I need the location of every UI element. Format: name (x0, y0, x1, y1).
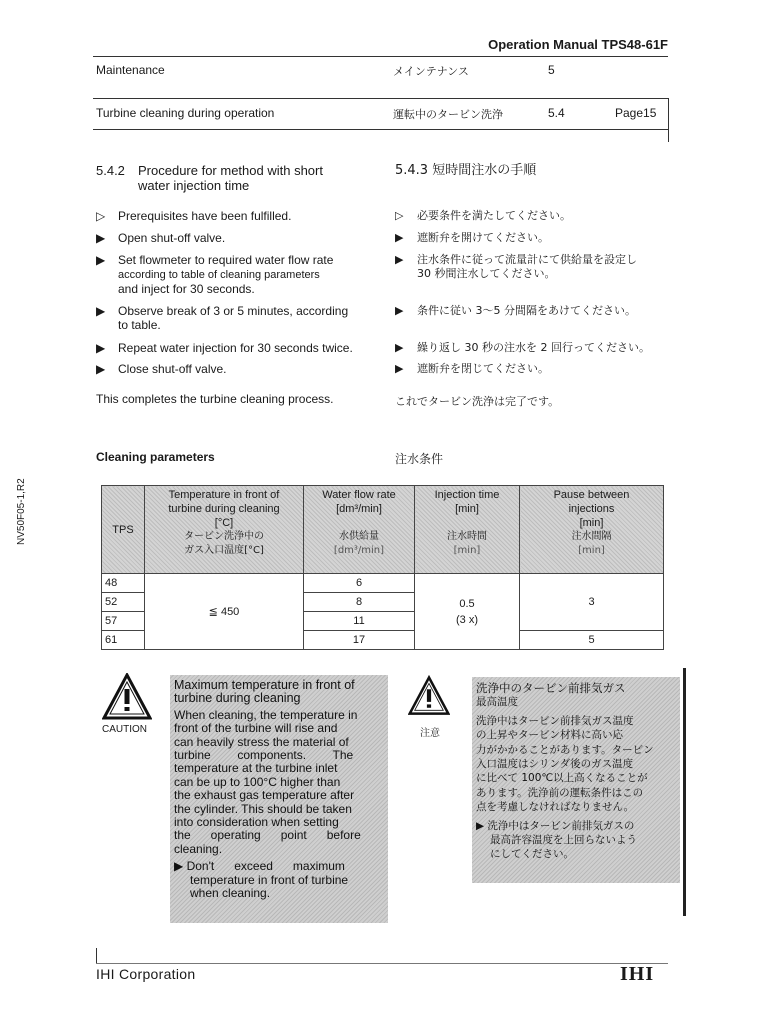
step-text: Open shut-off valve. (118, 231, 226, 245)
cleaning-title-en: Cleaning parameters (96, 450, 215, 464)
caution-body-line: に比べて 100℃以上高くなることが (476, 772, 648, 785)
step-marker: ▶ (395, 305, 404, 317)
col-tps: TPS (102, 486, 145, 574)
procedure-heading-en (96, 163, 376, 193)
procedure-heading-number: 5.4.2 (96, 163, 125, 178)
ihi-logo: IHI (620, 963, 655, 985)
step-en-2 (96, 231, 386, 247)
cleaning-title-jp: 注水条件 (395, 452, 444, 466)
change-bar (683, 668, 686, 916)
step-jp-2 (395, 231, 675, 247)
header-rule-right (668, 98, 669, 142)
subsection-title-en: Turbine cleaning during operation (96, 106, 275, 120)
procedure-heading-line2: water injection time (138, 178, 250, 193)
action-line2: 最高許容温度を上回らないよう (490, 834, 637, 847)
caution-body-line: can be up to 100°C higher than (174, 774, 341, 789)
caution-body-line: into consideration when setting (174, 815, 339, 830)
caution-body-line: 入口温度はシリンダ後のガス温度 (476, 758, 634, 771)
cell-pause-small: 3 (520, 574, 664, 631)
step-marker: ▷ (96, 209, 106, 223)
step-en-1 (96, 209, 386, 225)
cell-flow: 11 (304, 612, 415, 631)
caution-body-line: When cleaning, the temperature in (174, 707, 358, 722)
col-temperature: Temperature in front of turbine during cleaning [°C] タービン洗浄中の ガス入口温度[°C] (145, 486, 304, 574)
caution-body-line: あります。洗浄前の運転条件はこの (476, 786, 644, 799)
step-marker: ▶ (395, 232, 404, 244)
section-number: 5 (548, 63, 555, 77)
caution-title-line2: 最高温度 (476, 696, 518, 709)
cell-tps: 57 (102, 612, 145, 631)
step-marker: ▶ (96, 362, 106, 376)
caution-body-line: の上昇やタービン材料に高い応 (476, 729, 623, 742)
step-text: 条件に従い 3～5 分間隔をあけてください。 (417, 304, 636, 317)
step-marker: ▶ (96, 231, 106, 245)
step-en-5 (96, 341, 386, 357)
action-line3: when cleaning. (190, 886, 271, 901)
cell-flow: 8 (304, 593, 415, 612)
step-text-line1: Observe break of 3 or 5 minutes, according (118, 304, 349, 318)
document-code: NV50F05-1,R2 (16, 478, 27, 545)
cell-tps: 61 (102, 631, 145, 650)
injection-repeat: (3 x) (456, 613, 478, 626)
footer-rule (96, 963, 668, 964)
header-rule-bottom (93, 129, 668, 130)
cell-temperature: ≦ 450 (145, 574, 304, 650)
caution-body-line: temperature at the turbine inlet (174, 761, 338, 776)
step-text-line2: according to table of cleaning parameters (118, 269, 320, 281)
step-marker: ▶ (96, 253, 106, 267)
caution-body-line: cleaning. (174, 841, 223, 856)
page-number: Page15 (615, 106, 657, 120)
completion-text-en: This completes the turbine cleaning process. (96, 392, 334, 406)
step-marker: ▶ (96, 304, 106, 318)
action-line1: Don't exceed maximum (186, 859, 345, 874)
step-jp-3 (395, 253, 675, 283)
caution-box-jp (472, 677, 680, 883)
company-name: IHI Corporation (96, 966, 196, 982)
step-marker: ▷ (395, 210, 404, 222)
cell-tps: 52 (102, 593, 145, 612)
step-marker: ▶ (395, 363, 404, 375)
injection-value: 0.5 (459, 597, 475, 610)
step-text: 繰り返し 30 秒の注水を 2 回行ってください。 (417, 341, 650, 354)
table-header-row (102, 486, 664, 574)
caution-body-line: 点を考慮しなければなりません。 (476, 801, 635, 814)
action-line1: 洗浄中はタービン前排気ガスの (487, 819, 635, 832)
step-text-line2: 30 秒間注水してください。 (417, 267, 556, 280)
action-marker: ▶ (476, 819, 485, 832)
step-jp-1 (395, 209, 675, 225)
header-rule-top (93, 56, 668, 57)
caution-body-line: the cylinder. This should be taken (174, 801, 352, 816)
cell-flow: 6 (304, 574, 415, 593)
caution-title-line1: Maximum temperature in front of (174, 678, 355, 692)
step-text: Prerequisites have been fulfilled. (118, 209, 292, 223)
caution-action (174, 860, 384, 873)
caution-action (476, 819, 676, 833)
section-title-jp: メインテナンス (393, 65, 469, 78)
step-text: 遮断弁を閉じてください。 (417, 362, 549, 375)
footer-rule-left (96, 948, 97, 964)
caution-body-line: the operating point before (174, 828, 361, 843)
caution-box-en (170, 675, 388, 923)
step-text: Repeat water injection for 30 seconds twice. (118, 341, 353, 355)
action-line3: にしてください。 (490, 848, 574, 861)
col-pause: Pause between injections [min] 注水間隔 [min] (520, 486, 664, 574)
action-marker: ▶ (174, 859, 184, 874)
caution-title-line1: 洗浄中のタービン前排気ガス (476, 681, 626, 695)
subsection-title-jp: 運転中のタービン洗浄 (393, 108, 503, 121)
warning-triangle-icon (408, 675, 450, 717)
caution-body-line: front of the turbine will rise and (174, 721, 338, 736)
step-text-line1: 注水条件に従って流量計にて供給量を設定し (417, 253, 637, 266)
caution-label: CAUTION (102, 724, 147, 735)
step-jp-5 (395, 341, 675, 357)
step-text-line1: Set flowmeter to required water flow rate (118, 253, 334, 267)
step-jp-4 (395, 304, 675, 320)
caution-body-line: the exhaust gas temperature after (174, 788, 355, 803)
cell-tps: 48 (102, 574, 145, 593)
procedure-heading-line1: Procedure for method with short (138, 163, 323, 178)
table-row (102, 574, 664, 593)
action-line2: temperature in front of turbine (190, 872, 349, 887)
cleaning-parameters-table (101, 485, 664, 650)
step-marker: ▶ (96, 341, 106, 355)
col-injection-time: Injection time [min] 注水時間 [min] (415, 486, 520, 574)
caution-body-line: 力がかかることがあります。タービン (476, 743, 654, 756)
completion-text-jp: これでタービン洗浄は完了です。 (395, 395, 560, 408)
caution-body-line: can heavily stress the material of (174, 734, 349, 749)
step-text-line3: and inject for 30 seconds. (118, 282, 255, 296)
step-marker: ▶ (395, 254, 404, 266)
subsection-number: 5.4 (548, 106, 565, 120)
warning-triangle-icon (102, 673, 152, 721)
step-en-6 (96, 362, 386, 378)
step-text-line2: to table. (118, 318, 161, 332)
cell-injection (415, 574, 520, 650)
section-title-en: Maintenance (96, 63, 165, 77)
procedure-heading-jp: 5.4.3 短時間注水の手順 (395, 163, 537, 178)
step-marker: ▶ (395, 342, 404, 354)
caution-body-line: 洗浄中はタービン前排気ガス温度 (476, 714, 634, 727)
header-rule-mid (93, 98, 668, 99)
caution-label-jp: 注意 (420, 728, 440, 739)
cell-pause-large: 5 (520, 631, 664, 650)
step-en-4 (96, 304, 386, 334)
step-en-3 (96, 253, 386, 297)
step-text: 遮断弁を開けてください。 (417, 231, 549, 244)
step-text: Close shut-off valve. (118, 362, 227, 376)
manual-title: Operation Manual TPS48-61F (488, 37, 668, 52)
caution-body-line: turbine components. The (174, 748, 354, 763)
col-water-flow: Water flow rate [dm³/min] 水供給量 [dm³/min] (304, 486, 415, 574)
cell-flow: 17 (304, 631, 415, 650)
step-jp-6 (395, 362, 675, 378)
caution-title-line2: turbine during cleaning (174, 691, 301, 706)
step-text: 必要条件を満たしてください。 (417, 209, 571, 222)
